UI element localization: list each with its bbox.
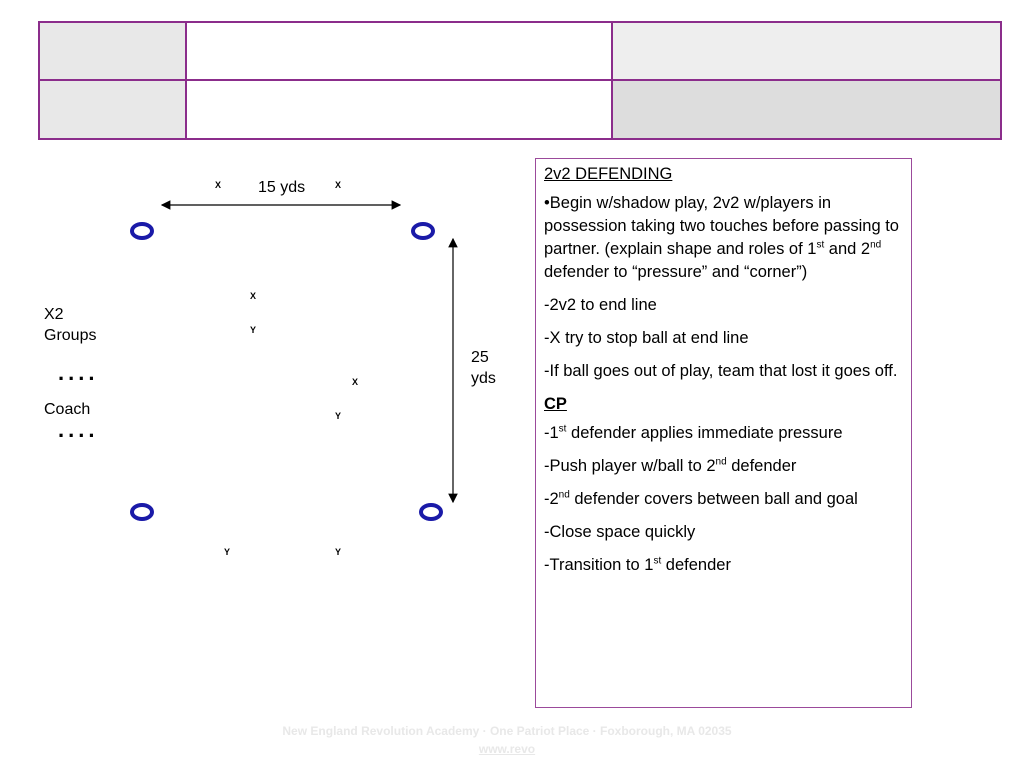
cone-bottom-right: [419, 503, 443, 521]
player-y-marker: Y: [335, 411, 342, 421]
coaching-point: -Transition to 1st defender: [544, 555, 731, 574]
footer-link[interactable]: www.revo: [478, 742, 536, 756]
player-y-marker: Y: [335, 547, 342, 557]
coaching-point: -Push player w/ball to 2nd defender: [544, 456, 797, 475]
width-label: 15 yds: [258, 179, 306, 196]
player-x-marker: X: [352, 377, 359, 387]
coaching-point: -Close space quickly: [544, 523, 696, 541]
footer-address: New England Revolution Academy · One Patriot Place · Foxborough, MA 02035: [282, 724, 732, 738]
coaching-point: -1st defender applies immediate pressure: [544, 423, 843, 442]
player-queue-dots: ....: [58, 360, 99, 385]
groups-label: Groups: [44, 327, 97, 344]
header-cell-3: [611, 23, 1000, 79]
player-y-marker: Y: [250, 325, 257, 335]
instruction-item: -2v2 to end line: [544, 296, 657, 314]
player-x-marker: X: [335, 180, 342, 190]
dimension-arrows: [0, 0, 530, 560]
player-x-marker: X: [250, 291, 257, 301]
coaching-point: -2nd defender covers between ball and goal: [544, 489, 858, 508]
instructions-box: [535, 158, 912, 708]
player-x-marker: X: [215, 180, 222, 190]
length-label-unit: yds: [471, 370, 496, 387]
instructions-title: 2v2 DEFENDING: [544, 165, 673, 183]
instruction-item: -X try to stop ball at end line: [544, 329, 749, 347]
coach-queue-dots: ....: [58, 417, 99, 442]
cone-top-left: [130, 222, 154, 240]
header-cell-6: [611, 81, 1000, 138]
instruction-item: -If ball goes out of play, team that lost it goes off.: [544, 362, 898, 380]
cone-bottom-left: [130, 503, 154, 521]
player-y-marker: Y: [224, 547, 231, 557]
cone-top-right: [411, 222, 435, 240]
coaching-points-title: CP: [544, 395, 567, 413]
groups-label: X2: [44, 306, 64, 323]
coach-label: Coach: [44, 401, 91, 418]
length-label: 25: [471, 349, 489, 366]
instruction-item: •Begin w/shadow play, 2v2 w/players in possession taking two touches before passing to partner. (explain shape and roles of 1st and 2nd defender to “pressure” and “corner”): [544, 194, 899, 281]
